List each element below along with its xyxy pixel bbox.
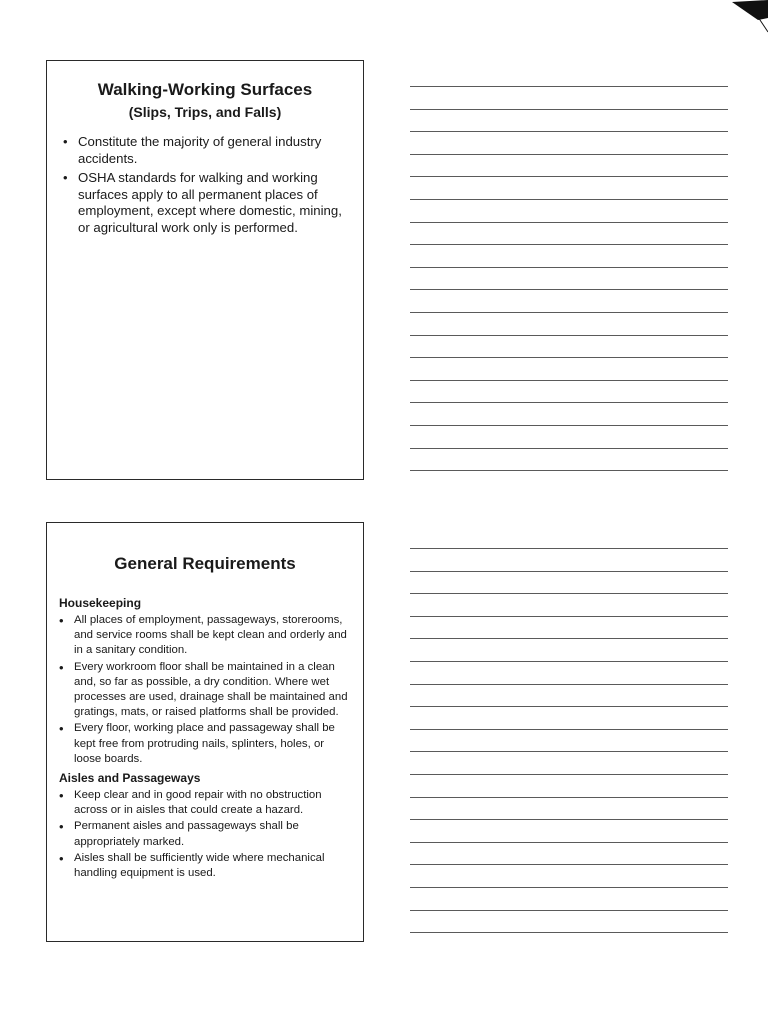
note-line [410,131,728,132]
note-line [410,244,728,245]
slide-title: General Requirements [114,554,296,573]
note-line [410,402,728,403]
note-line [410,267,728,268]
bullet-item: • Permanent aisles and passageways shall be appropriately marked. [59,819,353,849]
bullet-item: • Every workroom floor shall be maintained in a clean and, so far as possible, a dry condition. Where wet processes are used, drainage shall be maintained and gratings, mats, or raised platforms shall be provided. [59,660,353,721]
section-heading-aisles: Aisles and Passageways [59,771,201,786]
note-line [410,548,728,549]
section-heading-housekeeping: Housekeeping [59,596,142,610]
note-line [410,448,728,449]
note-line [410,751,728,752]
note-line [410,425,728,426]
note-line [410,335,728,336]
note-line [410,684,728,685]
note-line [410,932,728,933]
note-line [410,774,728,775]
bullet-list-housekeeping [59,613,353,767]
note-line [410,86,728,87]
bullet-list-aisles [59,788,353,881]
slide-title: Walking-Working Surfaces [97,80,313,99]
slide-walking-working-surfaces [46,60,364,480]
note-line [410,910,728,911]
note-line [410,797,728,798]
bullet-item: • Aisles shall be sufficiently wide where mechanical handling equipment is used. [59,851,353,881]
bullet-item: • Keep clear and in good repair with no obstruction across or in aisles that could create a hazard. [59,788,353,818]
note-line [410,154,728,155]
note-line [410,661,728,662]
note-line [410,638,728,639]
note-line [410,593,728,594]
slide-general-requirements [46,522,364,942]
note-line [410,470,728,471]
slide-subtitle: (Slips, Trips, and Falls) [128,104,282,120]
bullet-item: • Every floor, working place and passageway shall be kept free from protruding nails, splinters, holes, or loose boards. [59,721,353,767]
note-line [410,729,728,730]
note-line [410,199,728,200]
bullet-item: • Constitute the majority of general industry accidents. [63,134,351,167]
note-line [410,706,728,707]
corner-fold-mark [728,0,768,40]
note-line [410,380,728,381]
note-line [410,819,728,820]
bullet-list [63,134,351,236]
notes-lines-slide-1 [410,60,728,480]
bullet-item: • All places of employment, passageways, storerooms, and service rooms shall be kept clean and orderly and in a sanitary condition. [59,613,353,659]
note-line [410,176,728,177]
bullet-item: • OSHA standards for walking and working surfaces apply to all permanent places of employment, except where domestic, mining, or agricultural work only is performed. [63,170,351,236]
note-line [410,864,728,865]
note-line [410,887,728,888]
notes-lines-slide-2 [410,522,728,942]
note-line [410,109,728,110]
note-line [410,571,728,572]
note-line [410,222,728,223]
note-line [410,289,728,290]
note-line [410,357,728,358]
note-line [410,842,728,843]
note-line [410,312,728,313]
note-line [410,616,728,617]
